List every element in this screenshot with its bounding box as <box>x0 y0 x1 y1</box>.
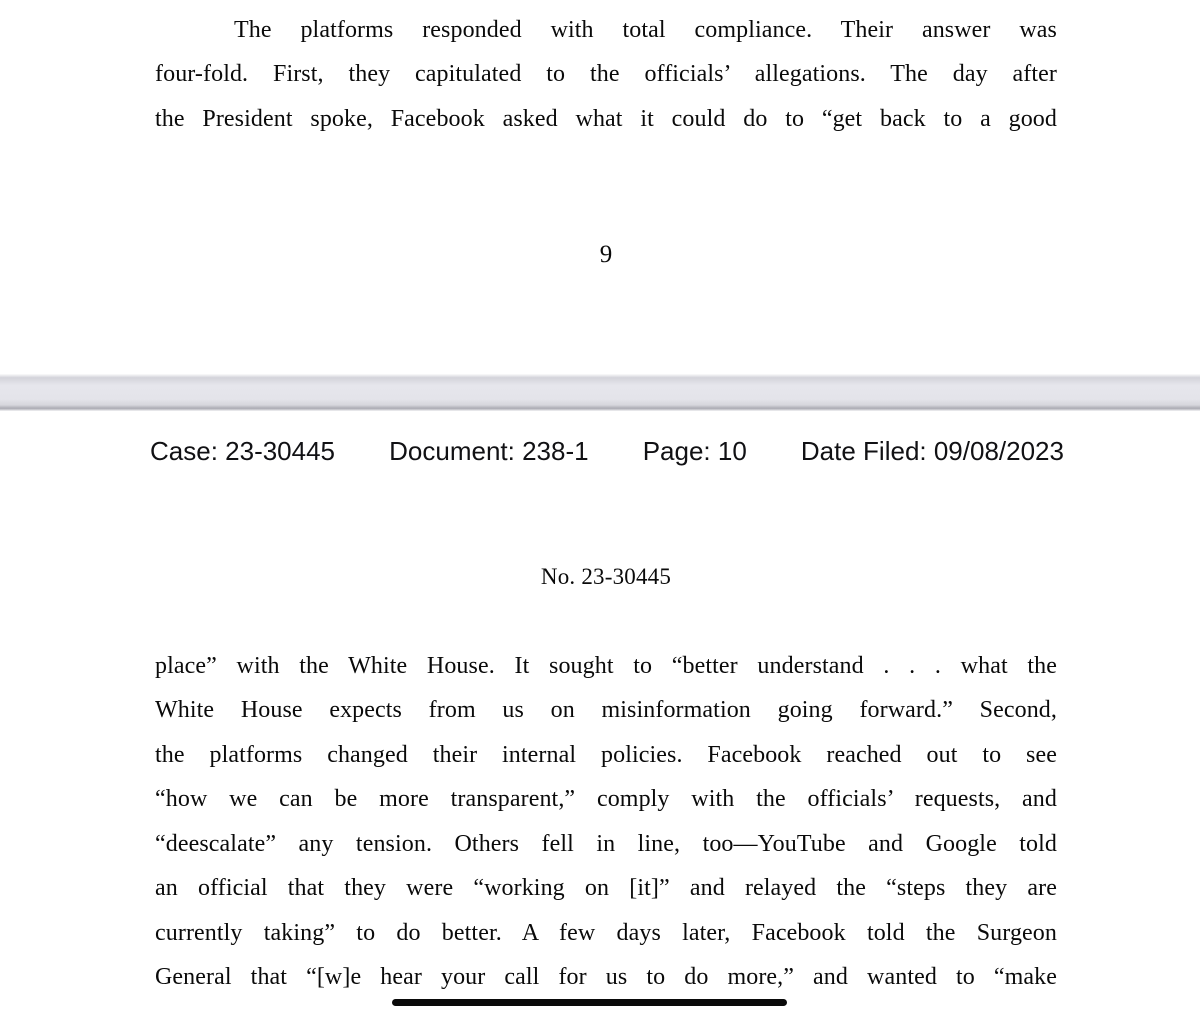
text-segment: hear your call for us to do more, <box>380 964 784 991</box>
text-line: currently taking” to do better. A few days later, Facebook told the Surgeon <box>155 919 1057 946</box>
previous-page-paragraph <box>155 8 1057 141</box>
text-line: the President spoke, Facebook asked what it could do to “get back to a good <box>155 105 1057 132</box>
text-segment: General that “[w]e <box>155 964 381 991</box>
page-number: 9 <box>599 241 613 268</box>
text-line: place” with the White House. It sought to “better understand . . . what the <box>155 653 1057 679</box>
text-line: “how we can be more transparent,” comply with the officials’ requests, and <box>155 786 1057 813</box>
stamp-page-number: Page: 10 <box>642 436 747 466</box>
text-line-with-annotation <box>155 955 1057 999</box>
text-line: The platforms responded with total compliance. Their answer was <box>234 17 1057 43</box>
text-line: the platforms changed their internal policies. Facebook reached out to see <box>155 741 1057 768</box>
court-stamp-header <box>150 436 1064 466</box>
page-separator-bar <box>0 374 1200 411</box>
hand-underline-annotation <box>392 999 787 1006</box>
stamp-date-filed: Date Filed: 09/08/2023 <box>800 436 1064 466</box>
current-page-paragraph <box>155 644 1057 1000</box>
text-line: White House expects from us on misinformation going forward.” Second, <box>155 697 1057 724</box>
text-line: “deescalate” any tension. Others fell in line, too—YouTube and Google told <box>155 830 1057 857</box>
underlined-phrase <box>380 964 783 990</box>
stamp-case-number: Case: 23-30445 <box>150 436 336 466</box>
text-segment: ” and wanted to “make <box>783 964 1057 991</box>
docket-number: No. 23-30445 <box>540 564 672 589</box>
text-line: four-fold. First, they capitulated to the officials’ allegations. The day after <box>155 61 1057 88</box>
stamp-document-number: Document: 238-1 <box>389 436 589 466</box>
text-line: an official that they were “working on [it]” and relayed the “steps they are <box>155 875 1057 902</box>
